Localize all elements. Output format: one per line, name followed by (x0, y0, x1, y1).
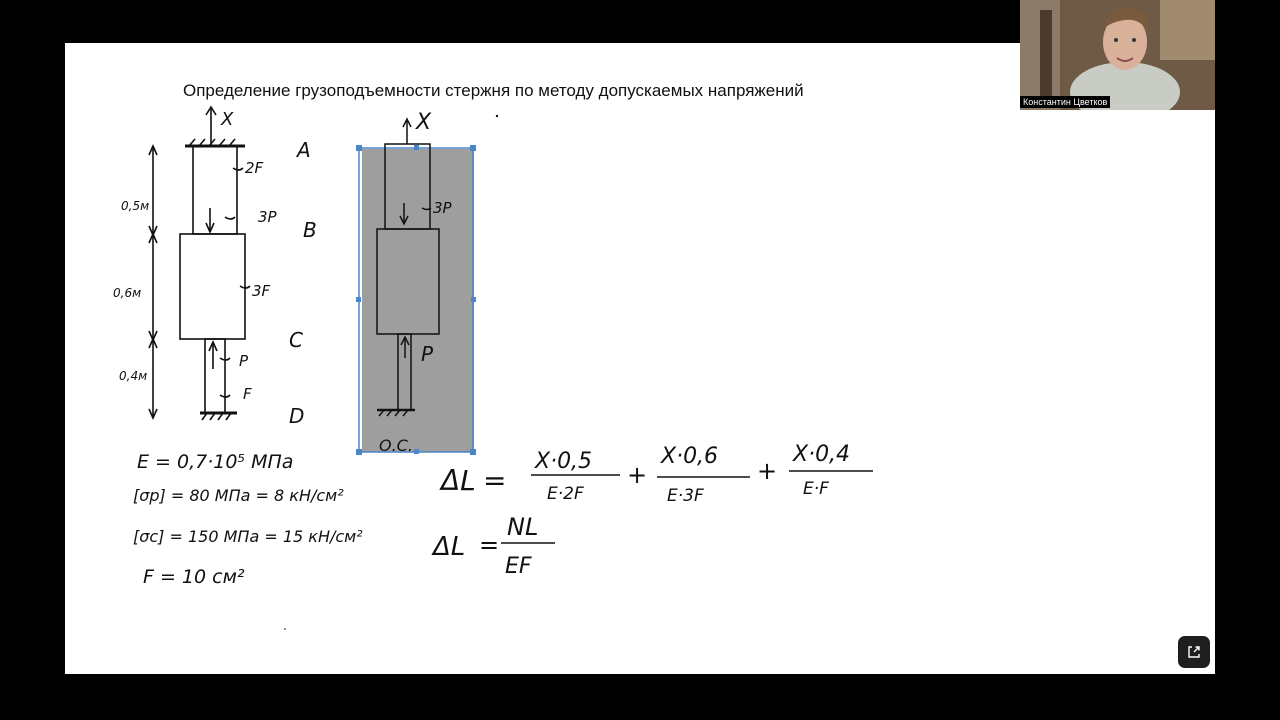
selected-load-3p-label: 3P (433, 199, 452, 217)
plus-sign: + (627, 461, 648, 489)
slide-title: Определение грузоподъемности стержня по методу допускаемых напряжений (183, 81, 804, 100)
general-denominator: EF (505, 554, 532, 579)
selected-sketch (356, 110, 476, 455)
area-label-2f: 2F (245, 159, 264, 177)
term2-numerator: X·0,6 (661, 444, 719, 469)
left-rod-labels (113, 109, 317, 428)
basic-system-label: О.С. (379, 436, 413, 455)
participant-name-label: Константин Цветков (1020, 96, 1110, 108)
given-f: F = 10 см² (143, 566, 245, 588)
load-label-3p: 3P (258, 208, 277, 226)
left-top-force-label: X (221, 109, 234, 130)
selected-load-p-label: P (421, 342, 434, 366)
stray-dot (496, 115, 498, 117)
point-a-label: A (297, 138, 311, 162)
general-formula (431, 513, 555, 579)
selected-top-force-label: X (416, 110, 432, 135)
dimension-label-cd: 0,4м (119, 369, 148, 383)
participant-video-frame (1020, 0, 1215, 110)
point-c-label: C (289, 328, 303, 352)
delta-l-symbol: ΔL (433, 532, 466, 562)
point-d-label: D (289, 404, 305, 428)
participant-video-tile[interactable] (1020, 0, 1215, 110)
term3-denominator: E·F (803, 479, 829, 499)
load-label-p: P (239, 352, 249, 370)
term1-numerator: X·0,5 (535, 449, 593, 474)
given-sigma-p: [σp] = 80 МПа = 8 кН/см² (133, 486, 344, 505)
whiteboard-canvas[interactable] (65, 43, 1215, 674)
selection-fill (362, 149, 474, 452)
area-label-3f: 3F (252, 282, 271, 300)
share-screen-button[interactable] (1178, 636, 1210, 668)
given-sigma-c: [σc] = 150 МПа = 15 кН/см² (133, 527, 363, 546)
point-b-label: B (303, 218, 317, 242)
delta-l-symbol: ΔL (441, 464, 476, 497)
term3-numerator: X·0,4 (793, 442, 851, 467)
delta-l-formula (439, 442, 873, 506)
term1-denominator: E·2F (547, 484, 584, 504)
area-label-f: F (243, 385, 252, 403)
given-data (133, 451, 363, 588)
equals-sign: = (479, 531, 500, 559)
equals-sign: = (483, 464, 507, 497)
left-rod-sketch (149, 107, 250, 420)
given-e: E = 0,7·10⁵ МПа (137, 451, 294, 473)
plus-sign: + (757, 457, 778, 485)
general-numerator: NL (507, 513, 539, 541)
dimension-label-ab: 0,5м (121, 199, 150, 213)
stray-dot (284, 628, 286, 630)
sketch-drawing (65, 43, 1215, 674)
term2-denominator: E·3F (667, 486, 704, 506)
share-screen-icon (1186, 644, 1202, 660)
dimension-label-bc: 0,6м (113, 286, 142, 300)
